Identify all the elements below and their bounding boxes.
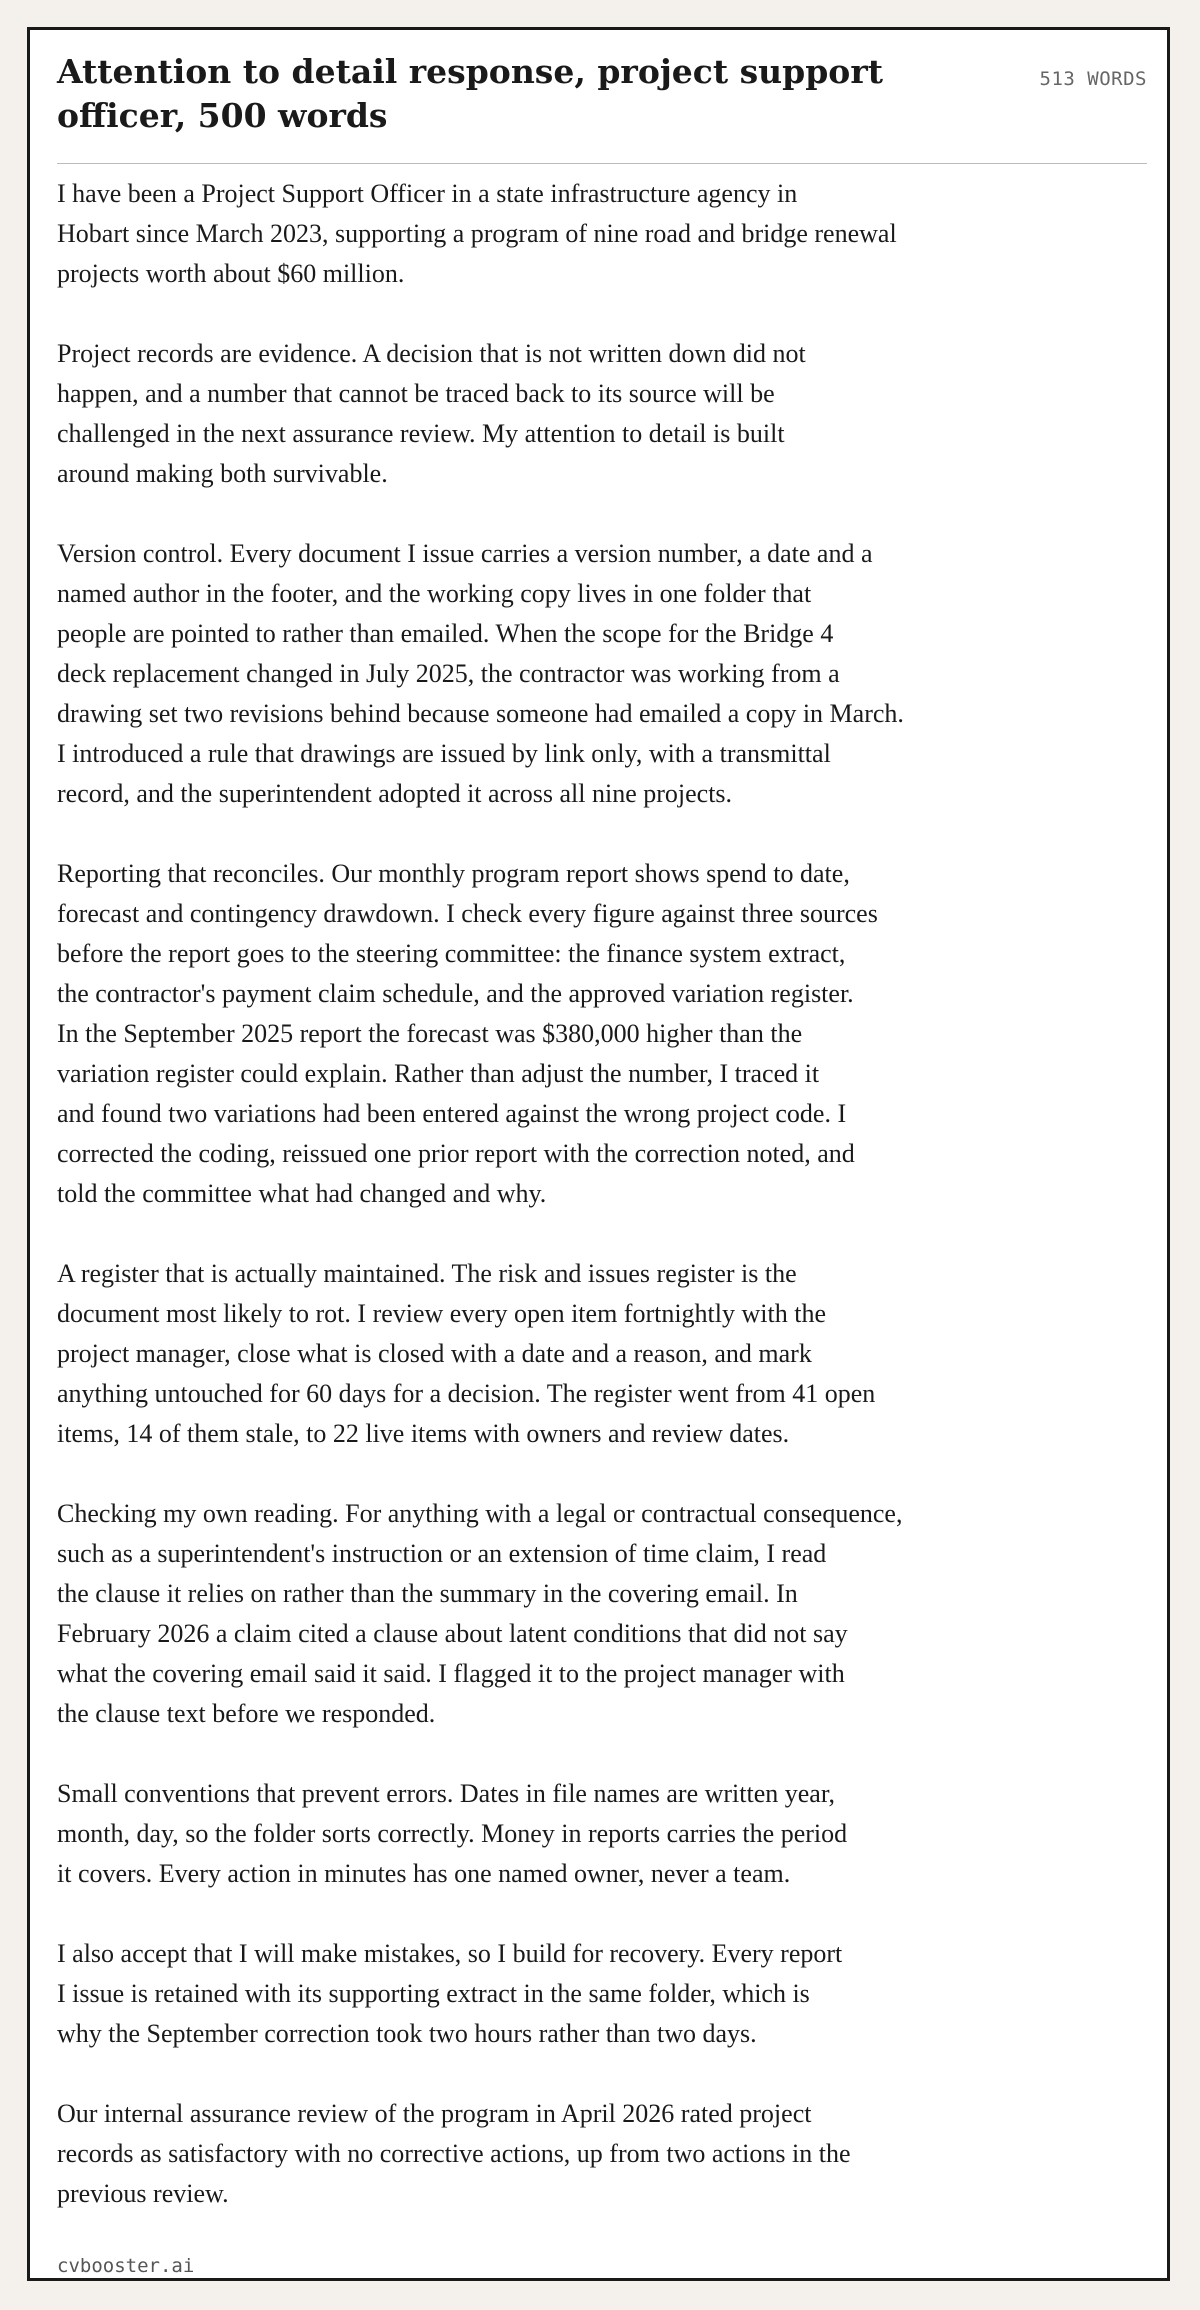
paragraph-checking-reading: Checking my own reading. For anything with a legal or contractual consequence, such as a superintendent's instruction or an extension of time claim, I read the clause it relies on rather than the summary in the covering email. In February 2026 a claim cited a clause about latent conditions that did not say what the covering email said it said. I flagged it to the project manager with the clause text before we responded.	[57, 1499, 903, 1728]
word-count-label: 513 WORDS	[1039, 68, 1147, 90]
paragraph-conventions: Small conventions that prevent errors. Dates in file names are written year, month, day, so the folder sorts correctly. Money in reports carries the period it covers. Every action in minutes has one named owner, never a team.	[57, 1779, 848, 1888]
paragraph-register: A register that is actually maintained. The risk and issues register is the document most likely to rot. I review every open item fortnightly with the project manager, close what is closed with a date and a reason, and mark anything untouched for 60 days for a decision. The register went from 41 open items, 14 of them stale, to 22 live items with owners and review dates.	[57, 1259, 876, 1448]
paragraph-intro: I have been a Project Support Officer in a state infrastructure agency in Hobart since March 2023, supporting a program of nine road and bridge renewal projects worth about $60 million.	[57, 179, 897, 288]
document-body	[57, 174, 1067, 2254]
paragraph-assurance-review: Our internal assurance review of the program in April 2026 rated project records as satisfactory with no corrective actions, up from two actions in the previous review.	[57, 2099, 851, 2208]
document-header	[57, 50, 1147, 164]
paragraph-reporting: Reporting that reconciles. Our monthly program report shows spend to date, forecast and contingency drawdown. I check every figure against three sources before the report goes to the steering committee: the finance system extract, the contractor's payment claim schedule, and the approved variation register. In the September 2025 report the forecast was $380,000 higher than the variation register could explain. Rather than adjust the number, I traced it and found two variations had been entered against the wrong project code. I corrected the coding, reissued one prior report with the correction noted, and told the committee what had changed and why.	[57, 859, 878, 1208]
document-title: Attention to detail response, project support officer, 500 words	[57, 52, 883, 135]
footer-brand: cvbooster.ai	[57, 2255, 195, 2277]
paragraph-version-control: Version control. Every document I issue carries a version number, a date and a named author in the footer, and the working copy lives in one folder that people are pointed to rather than emailed. When the scope for the Bridge 4 deck replacement changed in July 2025, the contractor was working from a drawing set two revisions behind because someone had emailed a copy in March. I introduced a rule that drawings are issued by link only, with a transmittal record, and the superintendent adopted it across all nine projects.	[57, 539, 904, 808]
paragraph-records-evidence: Project records are evidence. A decision that is not written down did not happen, and a number that cannot be traced back to its source will be challenged in the next assurance review. My attention to detail is built around making both survivable.	[57, 339, 806, 488]
paragraph-recovery: I also accept that I will make mistakes, so I build for recovery. Every report I issue is retained with its supporting extract in the same folder, which is why the September correction took two hours rather than two days.	[57, 1939, 843, 2048]
document-card	[27, 27, 1170, 2281]
